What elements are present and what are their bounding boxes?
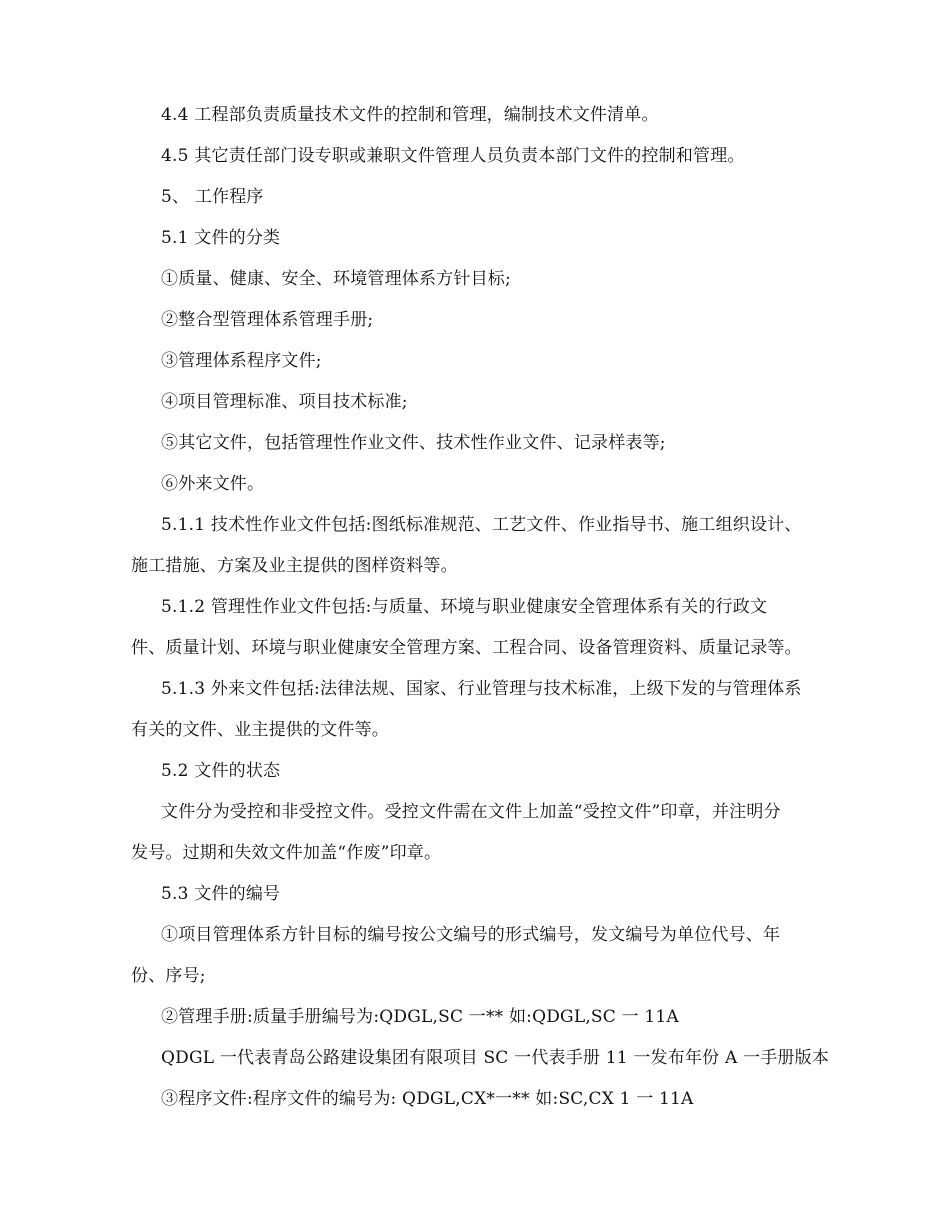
numbering-item-3: ③程序文件:程序文件的编号为: QDGL,CX*一** 如:SC,CX 1 一 11A	[161, 1089, 694, 1109]
heading-5-1: 5.1 文件的分类	[161, 228, 281, 248]
list-item-1: ①质量、健康、安全、环境管理体系方针目标;	[161, 269, 511, 289]
para-5-1-1-cont: 施工措施、方案及业主提供的图样资料等。	[131, 556, 458, 576]
list-item-2: ②整合型管理体系管理手册;	[161, 310, 374, 330]
list-item-6: ⑥外来文件。	[161, 474, 265, 494]
list-item-5: ⑤其它文件，包括管理性作业文件、技术性作业文件、记录样表等;	[161, 433, 666, 453]
para-5-1-2-cont: 件、质量计划、环境与职业健康安全管理方案、工程合同、设备管理资料、质量记录等。	[131, 638, 802, 658]
para-status-cont: 发号。过期和失效文件加盖“作废”印章。	[131, 843, 442, 863]
para-status: 文件分为受控和非受控文件。受控文件需在文件上加盖“受控文件”印章，并注明分	[161, 802, 781, 822]
heading-5-2: 5.2 文件的状态	[161, 761, 281, 781]
numbering-item-2: ②管理手册:质量手册编号为:QDGL,SC 一** 如:QDGL,SC 一 11A	[161, 1007, 679, 1027]
para-4-5: 4.5 其它责任部门设专职或兼职文件管理人员负责本部门文件的控制和管理。	[161, 146, 745, 166]
list-item-4: ④项目管理标准、项目技术标准;	[161, 392, 408, 412]
list-item-3: ③管理体系程序文件;	[161, 351, 322, 371]
heading-5-3: 5.3 文件的编号	[161, 884, 281, 904]
heading-5: 5、 工作程序	[161, 187, 264, 207]
numbering-legend: QDGL 一代表青岛公路建设集团有限项目 SC 一代表手册 11 一发布年份 A 一手册版本	[161, 1048, 830, 1068]
numbering-item-1-cont: 份、序号;	[131, 966, 206, 986]
para-5-1-1: 5.1.1 技术性作业文件包括:图纸标准规范、工艺文件、作业指导书、施工组织设计、	[161, 515, 802, 535]
numbering-item-1: ①项目管理体系方针目标的编号按公文编号的形式编号，发文编号为单位代号、年	[161, 925, 781, 945]
para-5-1-3-cont: 有关的文件、业主提供的文件等。	[131, 720, 389, 740]
para-4-4: 4.4 工程部负责质量技术文件的控制和管理，编制技术文件清单。	[161, 105, 659, 125]
para-5-1-2: 5.1.2 管理性作业文件包括:与质量、环境与职业健康安全管理体系有关的行政文	[161, 597, 768, 617]
para-5-1-3: 5.1.3 外来文件包括:法律法规、国家、行业管理与技术标准，上级下发的与管理体系	[161, 679, 802, 699]
